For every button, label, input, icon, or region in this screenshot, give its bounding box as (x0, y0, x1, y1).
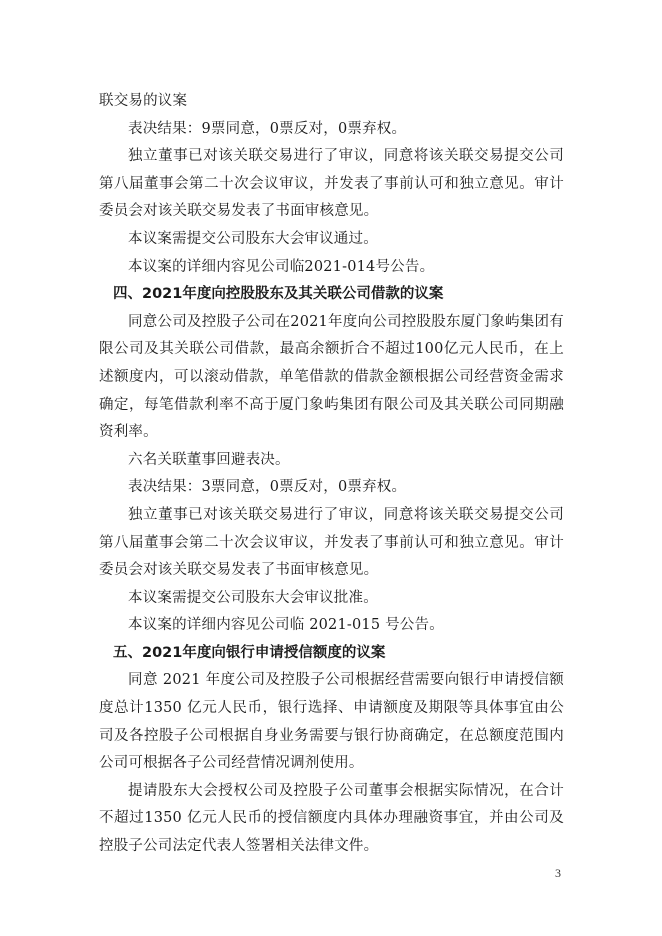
page-number: 3 (555, 866, 561, 880)
recusal-note: 六名关联董事回避表决。 (128, 451, 290, 468)
document-page (99, 88, 564, 861)
loan-proposal-body: 同意公司及控股子公司在2021年度向公司控股股东厦门象屿集团有限公司及其关联公司借款，最高余额折合不超过100亿元人民币，在上述额度内，可以滚动借款，单笔借款的借款金额根据公司经营资金需求确定，每笔借款利率不高于厦门象屿集团有限公司及其关联公司同期融资利率。 (99, 313, 564, 441)
shareholder-approval-2: 本议案需提交公司股东大会审议批准。 (128, 589, 378, 606)
independent-director-opinion-2: 独立董事已对该关联交易进行了审议，同意将该关联交易提交公司第八届董事会第二十次会议审议，并发表了事前认可和独立意见。审计委员会对该关联交易发表了书面审核意见。 (99, 506, 564, 579)
credit-line-proposal-body: 同意 2021 年度公司及控股子公司根据经营需要向银行申请授信额度总计1350 亿元人民币，银行选择、申请额度及期限等具体事宜由公司及各控股子公司根据自身业务需要与银行协商确定，在总额度范围内公司可根据各子公司经营情况调剂使用。 (99, 672, 564, 772)
announcement-ref-1: 本议案的详细内容见公司临2021-014号公告。 (128, 258, 435, 275)
shareholder-approval-1: 本议案需提交公司股东大会审议通过。 (128, 230, 378, 247)
independent-director-opinion-1: 独立董事已对该关联交易进行了审议，同意将该关联交易提交公司第八届董事会第二十次会议审议，并发表了事前认可和独立意见。审计委员会对该关联交易发表了书面审核意见。 (99, 148, 564, 220)
authorization-paragraph: 提请股东大会授权公司及控股子公司董事会根据实际情况，在合计不超过1350 亿元人民币的授信额度内具体办理融资事宜，并由公司及控股子公司法定代表人签署相关法律文件。 (99, 782, 564, 855)
vote-result-2: 表决结果：3票同意，0票反对，0票弃权。 (128, 479, 407, 496)
paragraph-continuation: 联交易的议案 (99, 93, 188, 109)
section-heading-4: 四、2021年度向控股股东及其关联公司借款的议案 (113, 286, 444, 303)
announcement-ref-2: 本议案的详细内容见公司临 2021-015 号公告。 (128, 617, 444, 634)
section-heading-5: 五、2021年度向银行申请授信额度的议案 (113, 644, 386, 661)
vote-result-1: 表决结果：9票同意，0票反对，0票弃权。 (128, 120, 407, 137)
